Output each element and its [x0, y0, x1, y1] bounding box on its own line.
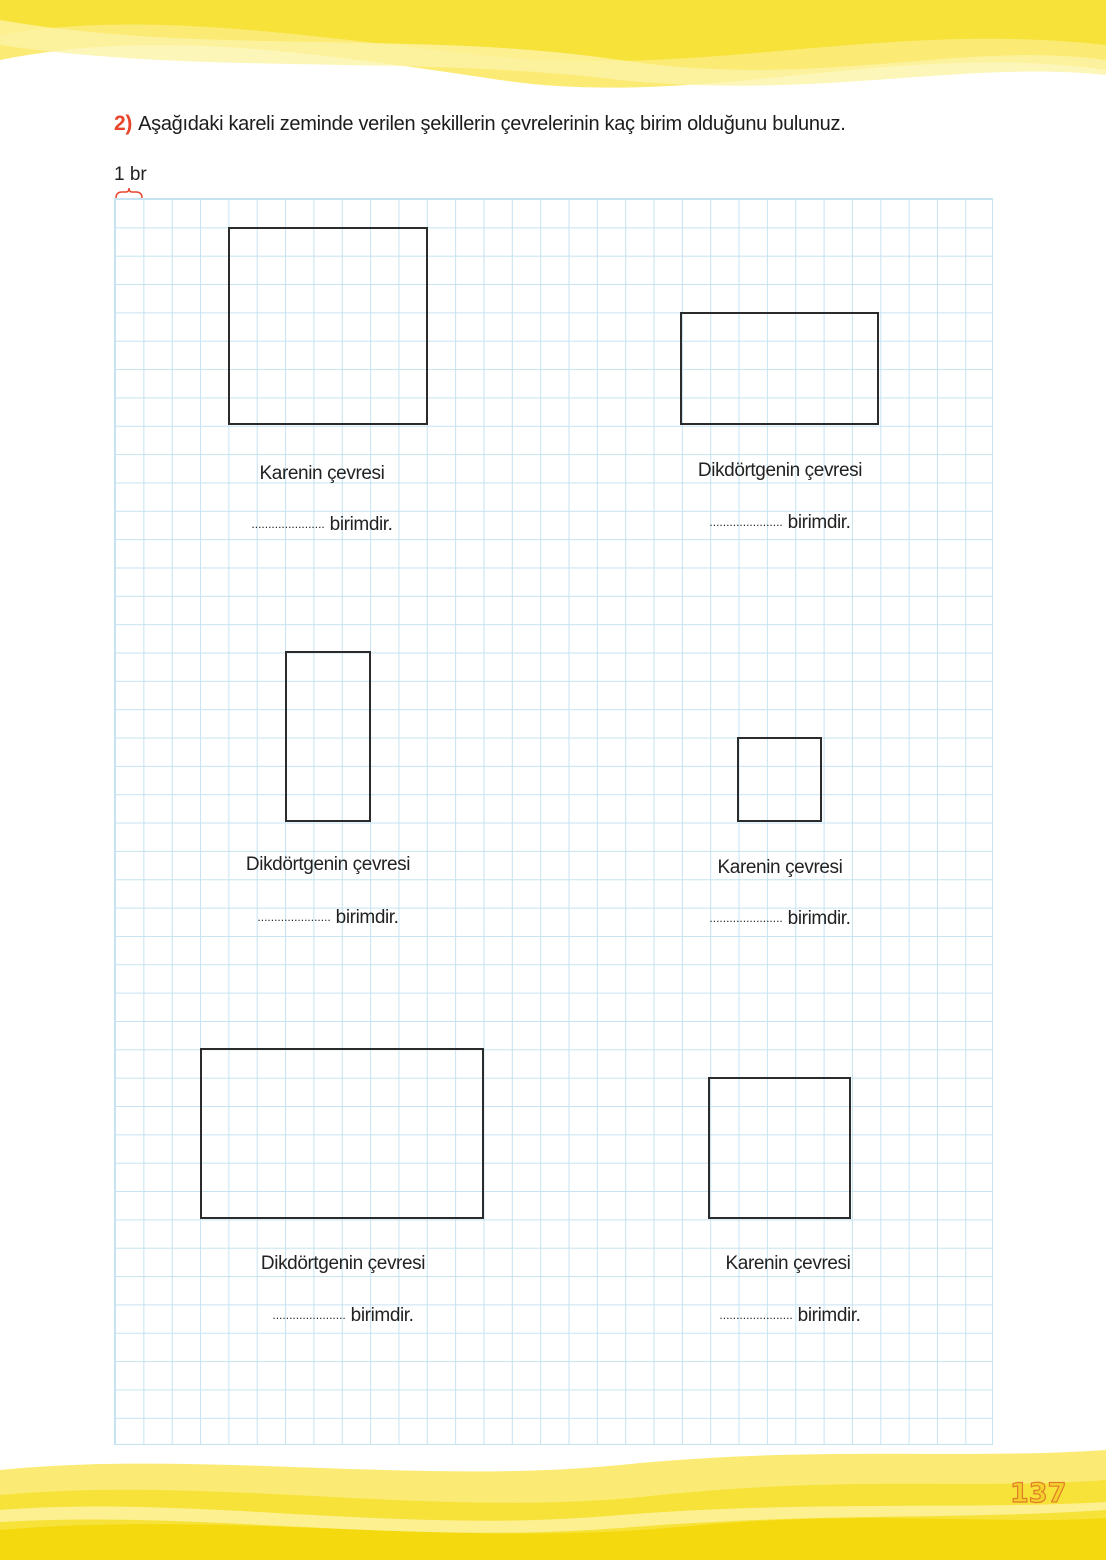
answer-suffix: birimdir. [797, 1305, 861, 1326]
question-text: Aşağıdaki kareli zeminde verilen şekillerin çevrelerinin kaç birim olduğunu bulunuz. [138, 113, 846, 135]
rectangle-shape-5 [200, 1048, 484, 1219]
page-number: 137 [1010, 1478, 1067, 1509]
shape-2-answer [650, 512, 910, 534]
rectangle-shape-2 [680, 312, 879, 425]
shape-4-label: Karenin çevresi [717, 857, 843, 878]
square-shape-6 [708, 1077, 851, 1219]
answer-blank[interactable]: ...................... [719, 1308, 793, 1322]
shape-1-answer [192, 514, 452, 536]
shape-3-label: Dikdörtgenin çevresi [245, 854, 411, 875]
rectangle-shape-3 [285, 651, 371, 822]
answer-blank[interactable]: ...................... [709, 515, 783, 529]
answer-blank[interactable]: ...................... [251, 517, 325, 531]
top-wave-decoration [0, 0, 1106, 110]
shape-5-label: Dikdörtgenin çevresi [260, 1253, 426, 1274]
shape-3-answer [198, 907, 458, 929]
shape-2-label: Dikdörtgenin çevresi [697, 460, 863, 481]
answer-suffix: birimdir. [350, 1305, 414, 1326]
answer-suffix: birimdir. [787, 512, 851, 533]
square-shape-4 [737, 737, 822, 822]
shape-6-label: Karenin çevresi [725, 1253, 851, 1274]
shape-5-answer [213, 1305, 473, 1327]
question-heading [114, 112, 1014, 136]
answer-suffix: birimdir. [329, 514, 393, 535]
answer-suffix: birimdir. [787, 908, 851, 929]
bottom-wave-decoration [0, 1440, 1106, 1560]
answer-blank[interactable]: ...................... [272, 1308, 346, 1322]
answer-blank[interactable]: ...................... [709, 911, 783, 925]
shape-1-label: Karenin çevresi [259, 463, 385, 484]
shape-4-answer [650, 908, 910, 930]
answer-suffix: birimdir. [335, 907, 399, 928]
question-number: 2) [114, 112, 133, 135]
unit-label-horizontal: 1 br [114, 164, 147, 185]
answer-blank[interactable]: ...................... [257, 910, 331, 924]
square-shape-1 [228, 227, 428, 425]
shape-6-answer [660, 1305, 920, 1327]
